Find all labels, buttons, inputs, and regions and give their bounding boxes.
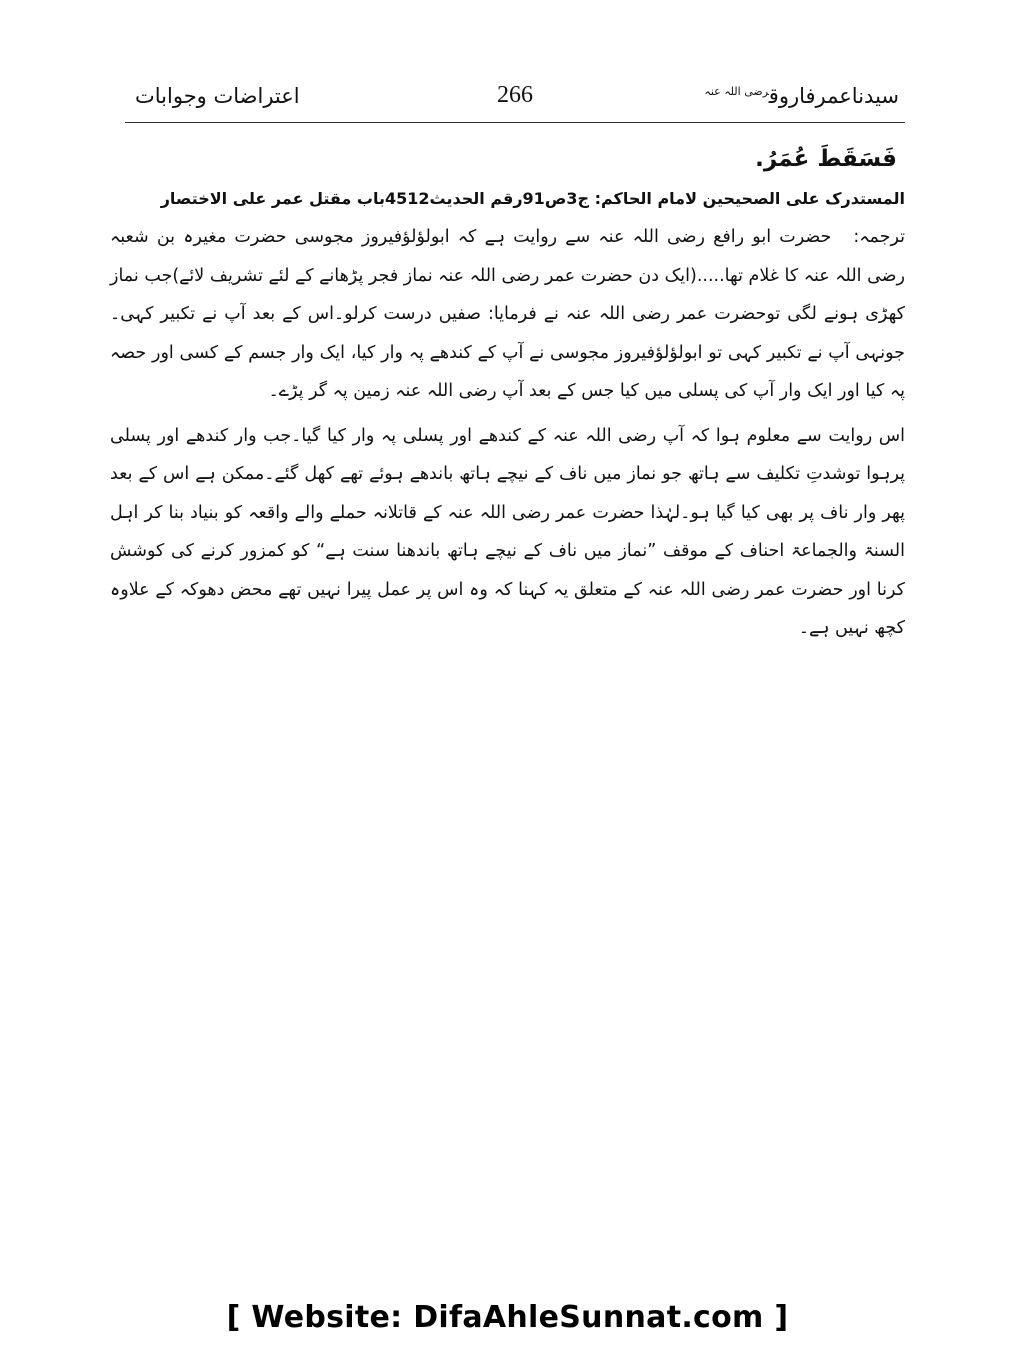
header-book-title [704,84,899,108]
page-body [110,142,905,654]
translation-text: حضرت ابو رافع رضی اللہ عنہ سے روایت ہے کہ ابولؤلؤفیروز مجوسی حضرت مغیرہ بن شعبہ رضی اللہ عنہ کا غلام تھا.....(ایک دن حضرت عمر رضی اللہ عنہ نماز فجر پڑھانے کے لئے تشریف لائے)جب نماز کھڑی ہونے لگی توحضرت عمر رضی اللہ عنہ نے فرمایا: صفیں درست کرلو۔اس کے بعد آپ نے تکبیر کہی۔جونہی آپ نے تکبیر کہی تو ابولؤلؤفیروز مجوسی نے آپ کے کندھے پہ وار کیا، ایک وار جسم کے کسی اور حصہ پہ کیا اور ایک وار آپ کی پسلی میں کیا جس کے بعد آپ رضی اللہ عنہ زمین پہ گر پڑے۔ [110,227,905,401]
translation-paragraph [110,218,905,411]
book-title-text: سیدناعمرفاروق [768,84,899,108]
website-footer: [ Website: DifaAhleSunnat.com ] [226,1300,789,1335]
commentary-paragraph: اس روایت سے معلوم ہوا کہ آپ رضی اللہ عنہ کے کندھے اور پسلی پہ وار کیا گیا۔جب وار کندھے اور پسلی پرہوا توشدتِ تکلیف سے ہاتھ جو نماز میں ناف کے نیچے ہاتھ باندھے ہوئے تھے کھل گئے۔ممکن ہے اس کے بعد پھر وار ناف پر بھی کیا گیا ہو۔لہٰذا حضرت عمر رضی اللہ عنہ کے قاتلانہ حملے والے واقعہ کو بنیاد بنا کر اہل السنۃ والجماعۃ احناف کے موقف ”نماز میں ناف کے نیچے ہاتھ باندھنا سنت ہے“ کو کمزور کرنے کی کوشش کرنا اور حضرت عمر رضی اللہ عنہ کے متعلق یہ کہنا کہ وہ اس پر عمل پیرا نہیں تھے محض دھوکہ کے علاوہ کچھ نہیں ہے۔ [110,425,905,638]
page-header [125,80,905,123]
header-section-title: اعتراضات وجوابات [135,84,300,108]
translation-label: ترجمہ: [853,227,905,247]
arabic-quote: فَسَقَطَ عُمَرُ. [755,146,897,172]
page-number: 266 [497,82,533,108]
hadith-reference: المستدرک علی الصحیحین لامام الحاکم: ج3ص91رقم الحدیث4512باب مقتل عمر علی الاختصار [160,189,905,208]
honorific-mark: رضی اللہ عنہ [704,85,769,98]
